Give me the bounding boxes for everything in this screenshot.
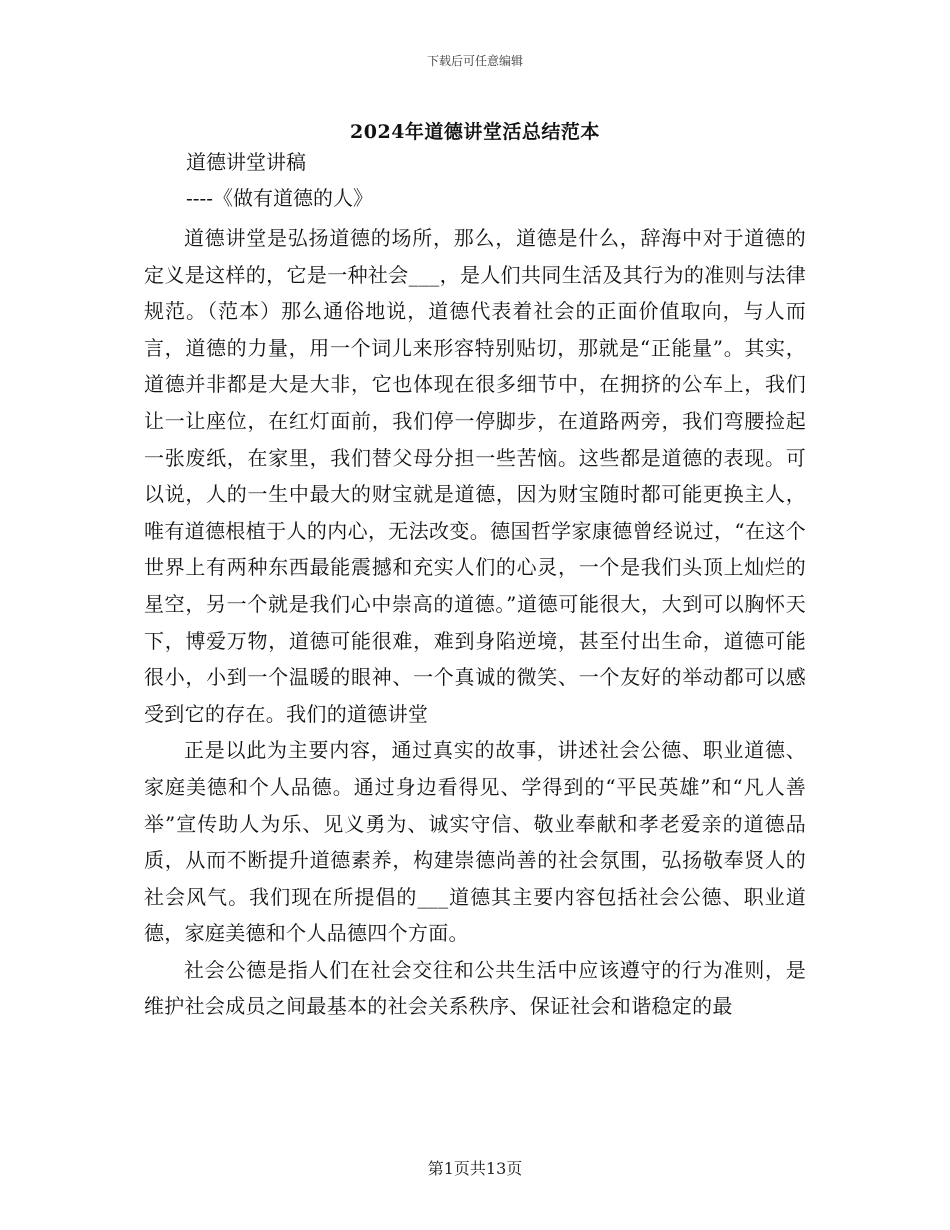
page-footer: 第1页共13页 <box>427 1159 523 1178</box>
body-paragraph: 社会公德是指人们在社会交往和公共生活中应该遵守的行为准则，是维护社会成员之间最基本的社会关系秩序、保证社会和谐稳定的最 <box>144 957 806 1019</box>
document-body <box>144 220 806 1025</box>
subtitle-lecture: 道德讲堂讲稿 <box>186 150 306 174</box>
body-paragraph: 正是以此为主要内容，通过真实的故事，讲述社会公德、职业道德、家庭美德和个人品德。通过身边看得见、学得到的“平民英雄”和“凡人善举”宣传助人为乐、见义勇为、诚实守信、敬业奉献和孝老爱亲的道德品质，从而不断提升道德素养，构建崇德尚善的社会氛围，弘扬敬奉贤人的社会风气。我们现在所提倡的___道德其主要内容包括社会公德、职业道德，家庭美德和个人品德四个方面。 <box>144 738 806 946</box>
header-note: 下载后可任意编辑 <box>426 54 523 68</box>
document-title: 2024年道德讲堂活总结范本 <box>350 121 600 143</box>
body-paragraph: 道德讲堂是弘扬道德的场所，那么，道德是什么，辞海中对于道德的定义是这样的，它是一种社会___，是人们共同生活及其行为的准则与法律规范。（范本）那么通俗地说，道德代表着社会的正面价值取向，与人而言，道德的力量，用一个词儿来形容特别贴切，那就是“正能量”。其实，道德并非都是大是大非，它也体现在很多细节中，在拥挤的公车上，我们让一让座位，在红灯面前，我们停一停脚步，在道路两旁，我们弯腰捡起一张废纸，在家里，我们替父母分担一些苦恼。这些都是道德的表现。可以说，人的一生中最大的财宝就是道德，因为财宝随时都可能更换主人，唯有道德根植于人的内心，无法改变。德国哲学家康德曾经说过，“在这个世界上有两种东西最能震撼和充实人们的心灵，一个是我们头顶上灿烂的星空，另一个就是我们心中崇高的道德。”道德可能很大，大到可以胸怀天下，博爱万物，道德可能很难，难到身陷逆境，甚至付出生命，道德可能很小，小到一个温暖的眼神、一个真诚的微笑、一个友好的举动都可以感受到它的存在。我们的道德讲堂 <box>144 226 806 726</box>
subtitle-topic: ----《做有道德的人》 <box>186 186 374 210</box>
